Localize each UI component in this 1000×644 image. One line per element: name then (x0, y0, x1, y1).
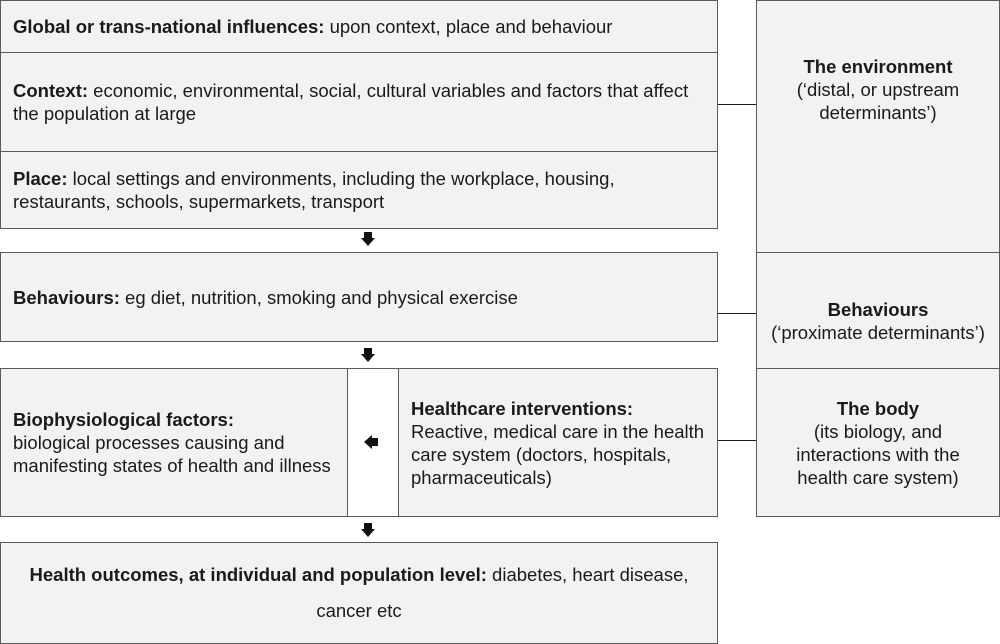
behaviours-category-subtitle: (‘proximate determinants’) (771, 321, 985, 343)
connector-line (718, 440, 757, 441)
healthcare-label: Healthcare interventions: (411, 397, 634, 419)
context-label: Context: (13, 80, 89, 101)
biophysiological-label: Biophysiological factors: (13, 409, 235, 430)
body-subtitle: (its biology, and interactions with the health care system) (796, 420, 960, 488)
health-outcomes-text: diabetes, heart disease, cancer etc (316, 564, 689, 621)
behaviours-text: eg diet, nutrition, smoking and physical exercise (119, 286, 518, 308)
down-arrow-icon (361, 232, 375, 246)
biophysiological-box (0, 368, 348, 517)
left-arrow-icon (364, 435, 378, 449)
behaviours-box (0, 252, 718, 342)
place-text: local settings and environments, including the workplace, housing, restaurants, schools, supermarkets, transport (13, 168, 615, 212)
body-title: The body (836, 397, 920, 419)
health-outcomes-label: Health outcomes, at individual and population level: (29, 564, 487, 585)
biophysiological-text: biological processes causing and manifesting states of health and illness (13, 432, 331, 476)
down-arrow-icon (361, 523, 375, 537)
behaviours-label: Behaviours: (13, 286, 120, 308)
behaviours-category-title: Behaviours (827, 298, 929, 320)
healthcare-box (398, 368, 718, 517)
global-influences-text: upon context, place and behaviour (324, 16, 613, 37)
health-outcomes-box (0, 542, 718, 644)
context-box (0, 52, 718, 152)
place-label: Place: (13, 168, 68, 189)
behaviours-category-box (756, 252, 1000, 369)
environment-title: The environment (803, 56, 953, 77)
environment-subtitle: (‘distal, or upstream determinants’) (796, 79, 960, 123)
connector-line (718, 313, 757, 314)
connector-line (718, 104, 757, 105)
down-arrow-icon (361, 348, 375, 362)
place-box (0, 151, 718, 229)
global-influences-box (0, 0, 718, 53)
healthcare-text: Reactive, medical care in the health care system (doctors, hospitals, pharmaceuticals) (411, 420, 705, 488)
body-box (756, 368, 1000, 517)
context-text: economic, environmental, social, cultural variables and factors that affect the population at large (13, 80, 689, 124)
environment-box (756, 0, 1000, 253)
global-influences-label: Global or trans-national influences: (13, 16, 325, 37)
